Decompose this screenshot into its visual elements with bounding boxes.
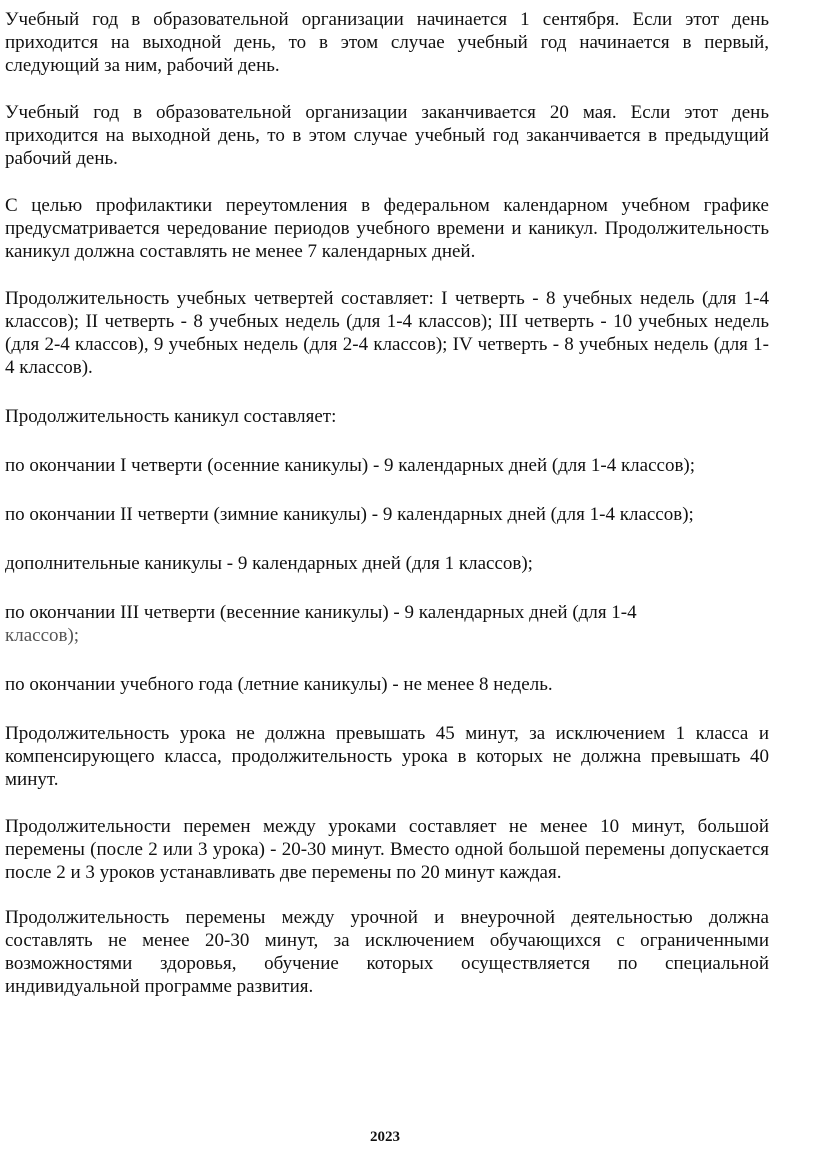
- paragraph-quarter-durations: Продолжительность учебных четвертей составляет: I четверть - 8 учебных недель (для 1-4 классов); II четверть - 8 учебных недель (для 1-4 классов); III четверть - 10 учебных недель (для 2-4 классов), 9 учебных недель (для 2-4 классов); IV четверть - 8 учебных недель (для 1-4 классов).: [5, 288, 769, 378]
- paragraph-school-year-end: Учебный год в образовательной организации заканчивается 20 мая. Если этот день приходится на выходной день, то в этом случае учебный год заканчивается в предыдущий рабочий день.: [5, 102, 769, 169]
- document-body: [5, 8, 769, 998]
- spring-holidays-line: по окончании III четверти (весенние каникулы) - 9 календарных дней (для 1-4: [5, 602, 637, 623]
- paragraph-lesson-duration: Продолжительность урока не должна превышать 45 минут, за исключением 1 класса и компенсирующего класса, продолжительность урока в которых не должна превышать 40 минут.: [5, 723, 769, 790]
- footer-year: 2023: [370, 1129, 400, 1145]
- paragraph-break-extracurricular: Продолжительность перемены между урочной и внеурочной деятельностью должна составлять не менее 20-30 минут, за исключением обучающихся с ограниченными возможностями здоровья, обучение которых осуществляется по специальной индивидуальной программе развития.: [5, 907, 769, 997]
- paragraph-winter-holidays: по окончании II четверти (зимние каникулы) - 9 календарных дней (для 1-4 классов);: [5, 504, 694, 525]
- paragraph-summer-holidays: по окончании учебного года (летние каникулы) - не менее 8 недель.: [5, 674, 553, 695]
- paragraph-autumn-holidays: по окончании I четверти (осенние каникулы) - 9 календарных дней (для 1-4 классов);: [5, 455, 696, 476]
- paragraph-school-year-start: Учебный год в образовательной организации начинается 1 сентября. Если этот день приходится на выходной день, то в этом случае учебный год начинается в первый, следующий за ним, рабочий день.: [5, 9, 769, 76]
- paragraph-fatigue-prevention: С целью профилактики переутомления в федеральном календарном учебном графике предусматривается чередование периодов учебного времени и каникул. Продолжительность каникул должна составлять не менее 7 календарных дней.: [5, 195, 769, 262]
- paragraph-break-duration: Продолжительности перемен между уроками составляет не менее 10 минут, большой перемены (после 2 или 3 урока) - 20-30 минут. Вместо одной большой перемены допускается после 2 и 3 уроков устанавливать две перемены по 20 минут каждая.: [5, 816, 769, 883]
- paragraph-holiday-duration-heading: Продолжительность каникул составляет:: [5, 406, 337, 427]
- paragraph-spring-holidays: [5, 601, 769, 647]
- paragraph-additional-holidays: дополнительные каникулы - 9 календарных дней (для 1 классов);: [5, 553, 533, 574]
- spring-holidays-tail: классов);: [5, 625, 80, 646]
